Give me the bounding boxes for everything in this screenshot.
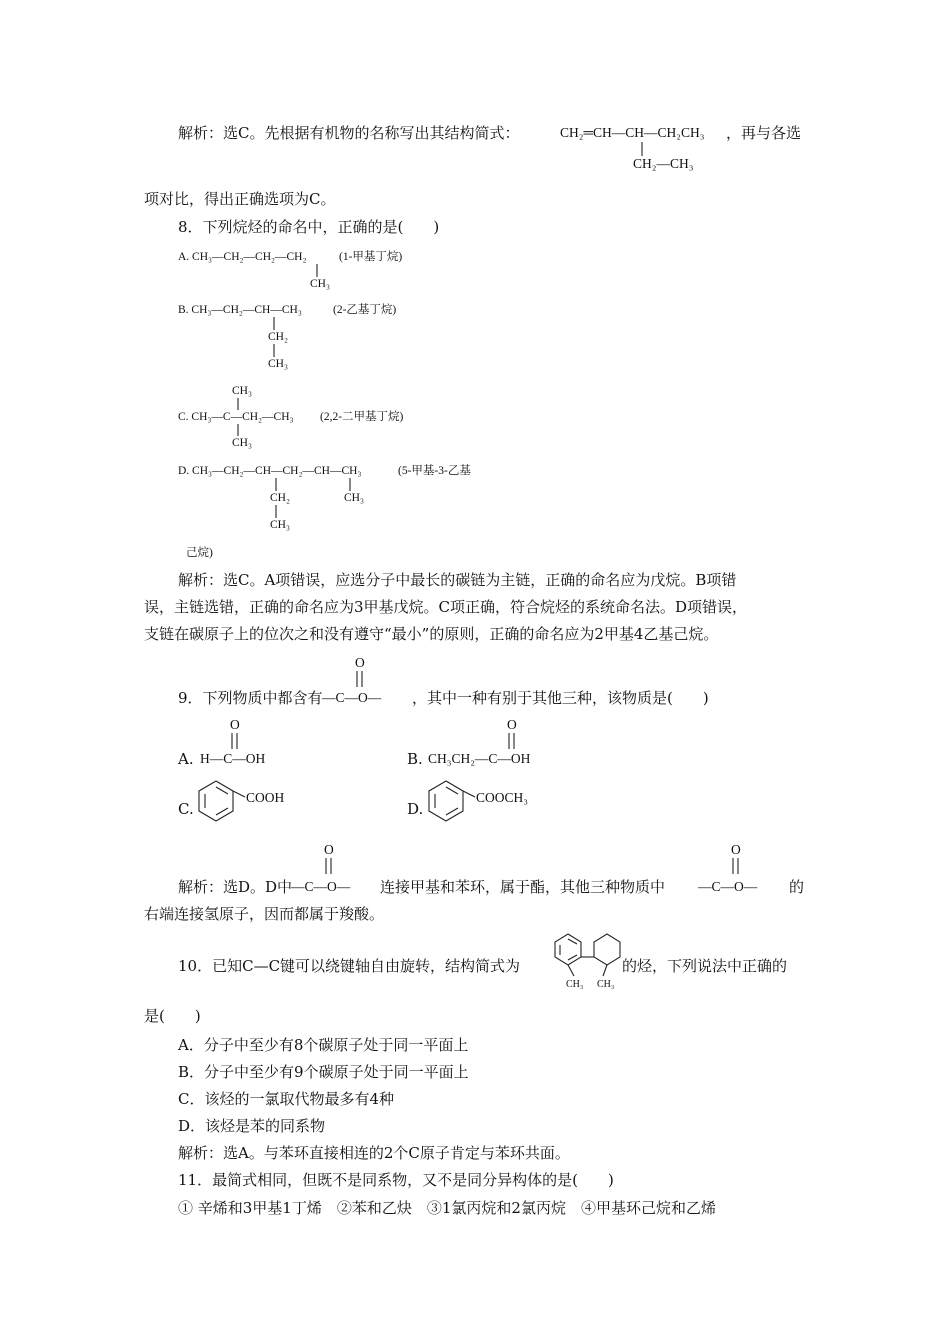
q9-explain-o1: O	[324, 842, 334, 857]
q7-explain-tail: ，再与各选	[726, 124, 802, 142]
q8-optD-branch-right: CH₃	[344, 492, 364, 504]
q10-option-d: D．该烃是苯的同系物	[178, 1117, 326, 1135]
q9-optB-o: O	[507, 717, 517, 732]
q8-optA-branch: CH₃	[310, 278, 330, 290]
q8-optD-chain: D. CH₃—CH₂—CH—CH₂—CH—CH₃	[178, 465, 362, 477]
q7-explain-cont: 项对比，得出正确选项为C。	[144, 190, 336, 208]
q10-explain: 解析：选A。与苯环直接相连的2个C原子肯定与苯环共面。	[178, 1144, 570, 1162]
q9-explain-mid: 连接甲基和苯环，属于酯，其他三种物质中	[380, 878, 666, 896]
q8-optD-branch1: CH₂	[270, 492, 290, 504]
q9-optA-formula: H—C—OH	[200, 751, 266, 766]
q9-optC-label: C.	[178, 800, 194, 818]
q10-option-b: B．分子中至少有9个碳原子处于同一平面上	[178, 1063, 469, 1081]
q9-optC-group: COOH	[246, 790, 285, 805]
q11-items: ① 辛烯和3甲基1丁烯 ②苯和乙炔 ③1氯丙烷和2氯丙烷 ④甲基环己烷和乙烯	[178, 1199, 716, 1217]
q7-formula-branch: CH₂—CH₃	[633, 156, 694, 171]
q8-optC-name: (2,2-二甲基丁烷)	[320, 411, 404, 423]
q8-optC-chain: C. CH₃—C—CH₂—CH₃	[178, 411, 294, 423]
q10-ch3-right: CH₃	[597, 979, 615, 990]
q8-optB-branch2: CH₃	[268, 358, 288, 370]
q9-explain-o2: O	[731, 842, 741, 857]
q10-stem-cont: 是( )	[144, 1007, 201, 1025]
q7-explain-text: 解析：选C。先根据有机物的名称写出其结构简式：	[178, 124, 520, 142]
q8-optD-branch2: CH₃	[270, 519, 290, 531]
q8-optC-top: CH₃	[232, 385, 252, 397]
q8-optC-bottom: CH₃	[232, 437, 252, 449]
q7-formula-main: CH₂═CH—CH—CH₂CH₃	[560, 125, 705, 140]
q8-optD-name-cont: 己烷)	[186, 547, 213, 559]
q8-explain-line1: 解析：选C。A项错误，应选分子中最长的碳链为主链，正确的命名应为戊烷。B项错	[178, 571, 737, 589]
q8-optB-chain: B. CH₃—CH₂—CH—CH₃	[178, 304, 302, 316]
q10-option-c: C．该烃的一氯取代物最多有4种	[178, 1090, 395, 1108]
q9-stem-post: ，其中一种有别于其他三种，该物质是( )	[412, 689, 709, 707]
q9-optD-label: D.	[407, 800, 424, 818]
q8-explain-line2: 误，主链选错，正确的命名应为3甲基戊烷。C项正确，符合烷烃的系统命名法。D项错误，	[144, 598, 748, 616]
q9-optA-label: A.	[178, 750, 194, 768]
q8-optB-branch1: CH₂	[268, 331, 288, 343]
q8-explain-line3: 支链在碳原子上的位次之和没有遵守“最小”的原则，正确的命名应为2甲基4乙基己烷。	[144, 625, 719, 643]
q8-optD-name: (5-甲基-3-乙基	[398, 465, 471, 477]
q9-optD-group: COOCH₃	[476, 790, 528, 805]
q8-optB-name: (2-乙基丁烷)	[333, 304, 397, 316]
q10-stem-pre: 10．已知C—C键可以绕键轴自由旋转，结构简式为	[178, 957, 521, 975]
q8-optA-name: (1-甲基丁烷)	[339, 251, 403, 263]
q9-explain-chain2: —C—O—	[698, 879, 758, 894]
q8-stem: 8．下列烷烃的命名中，正确的是( )	[178, 218, 440, 236]
q11-stem: 11．最简式相同，但既不是同系物，又不是同分异构体的是( )	[178, 1171, 614, 1189]
q9-explain-end: 的	[789, 878, 805, 896]
q10-stem-post: 的烃，下列说法中正确的	[622, 957, 788, 975]
q8-optA-chain: A. CH₃—CH₂—CH₂—CH₂	[178, 251, 307, 263]
q9-optA-o: O	[230, 717, 240, 732]
q9-explain-pre: 解析：选D。D中	[178, 878, 293, 896]
q9-optB-formula: CH₃CH₂—C—OH	[428, 751, 531, 766]
q9-explain-line2: 右端连接氢原子，因而都属于羧酸。	[144, 905, 385, 923]
q9-optB-label: B.	[407, 750, 423, 768]
q10-option-a: A．分子中至少有8个碳原子处于同一平面上	[178, 1036, 469, 1054]
q9-group-o: O	[355, 655, 365, 670]
q10-ch3-left: CH₃	[566, 979, 584, 990]
q9-explain-chain1: —C—O—	[291, 879, 351, 894]
q9-stem-pre: 9．下列物质中都含有	[178, 689, 323, 707]
q9-group-chain: —C—O—	[322, 690, 382, 705]
